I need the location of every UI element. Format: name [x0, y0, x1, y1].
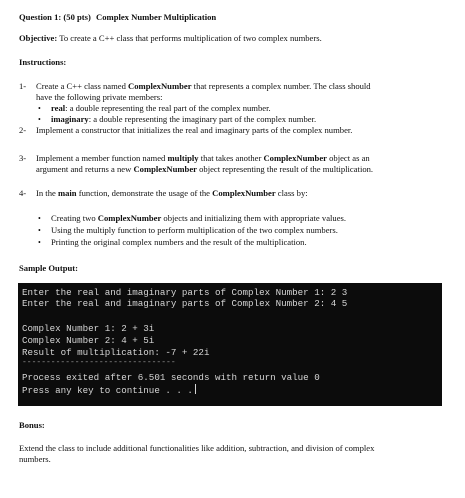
step-1-line-2: have the following private members: — [36, 92, 163, 102]
objective-label: Objective: — [19, 33, 58, 43]
text-cursor — [195, 384, 196, 394]
step-1-text-a: Create a C++ class named — [36, 81, 129, 91]
console-line: Enter the real and imaginary parts of Complex Number 1: 2 3 — [22, 287, 348, 298]
step-2-text: Implement a constructor that initializes the real and imaginary parts of the complex number. — [36, 125, 353, 135]
step-4-class-name: ComplexNumber — [212, 188, 276, 198]
question-title: Complex Number Multiplication — [96, 12, 217, 22]
console-line: Enter the real and imaginary parts of Complex Number 2: 4 5 — [22, 298, 348, 309]
step-1-line-1 — [36, 81, 371, 92]
step-4-bullet-1 — [51, 213, 346, 224]
step-4-text-a: In the — [36, 188, 58, 198]
step-4-main-name: main — [57, 188, 77, 198]
member-imaginary-desc: : a double representing the imaginary part of the complex number. — [88, 114, 317, 124]
bullet-glyph: • — [38, 115, 41, 124]
step-3-text-f: argument and returns a new — [36, 164, 134, 174]
console-prompt-text: Press any key to continue . . . — [22, 385, 193, 396]
member-imaginary — [51, 114, 316, 125]
console-line: Complex Number 2: 4 + 5i — [22, 335, 155, 346]
step-1-number: 1- — [19, 81, 27, 91]
sample-output-heading: Sample Output: — [19, 263, 78, 273]
step-3-text-e: object as an — [326, 153, 370, 163]
member-real-name: real — [51, 103, 66, 113]
objective-line — [19, 33, 322, 44]
instructions-heading: Instructions: — [19, 57, 67, 67]
bullet-glyph: • — [38, 238, 41, 247]
console-prompt-line — [22, 384, 196, 396]
step-3-method-name: multiply — [167, 153, 199, 163]
step-3-class-name-2: ComplexNumber — [133, 164, 197, 174]
member-imaginary-name: imaginary — [51, 114, 89, 124]
question-heading — [19, 12, 216, 23]
step-3-line-2 — [36, 164, 373, 175]
step-3-text-c: that takes another — [198, 153, 264, 163]
step-3-class-name: ComplexNumber — [263, 153, 327, 163]
console-line: Result of multiplication: -7 + 22i — [22, 347, 210, 358]
step-4-text-c: function, demonstrate the usage of the — [76, 188, 213, 198]
question-points: (50 pts) — [63, 12, 91, 22]
console-separator: -------------------------------- — [22, 358, 176, 367]
bullet-glyph: • — [38, 214, 41, 223]
step-4-number: 4- — [19, 188, 27, 198]
step-4-text-e: class by: — [275, 188, 308, 198]
console-line: Process exited after 6.501 seconds with return value 0 — [22, 372, 320, 383]
console-output-window — [18, 283, 442, 406]
bonus-text-line-1: Extend the class to include additional functionalities like addition, subtraction, and division of complex — [19, 443, 375, 453]
member-real-desc: : a double representing the real part of the complex number. — [65, 103, 271, 113]
step-2-number: 2- — [19, 125, 27, 135]
step-3-text-a: Implement a member function named — [36, 153, 168, 163]
bonus-heading: Bonus: — [19, 420, 45, 430]
bullet-glyph: • — [38, 226, 41, 235]
bullet-1-text-a: Creating two — [51, 213, 98, 223]
bonus-text-line-2: numbers. — [19, 454, 51, 464]
step-3-number: 3- — [19, 153, 27, 163]
step-1-text-c: that represents a complex number. The class should — [191, 81, 371, 91]
console-line: Complex Number 1: 2 + 3i — [22, 323, 155, 334]
bullet-1-text-c: objects and initializing them with appropriate values. — [161, 213, 346, 223]
member-real — [51, 103, 271, 114]
step-4-line-1 — [36, 188, 308, 199]
step-3-line-1 — [36, 153, 370, 164]
objective-text: To create a C++ class that performs multiplication of two complex numbers. — [59, 33, 322, 43]
question-label: Question 1: — [19, 12, 62, 22]
bullet-glyph: • — [38, 104, 41, 113]
step-4-bullet-3: Printing the original complex numbers and the result of the multiplication. — [51, 237, 307, 247]
step-1-class-name: ComplexNumber — [128, 81, 192, 91]
bullet-1-class-name: ComplexNumber — [97, 213, 162, 223]
step-4-bullet-2: Using the multiply function to perform multiplication of the two complex numbers. — [51, 225, 338, 235]
step-3-text-g: object representing the result of the multiplication. — [196, 164, 374, 174]
